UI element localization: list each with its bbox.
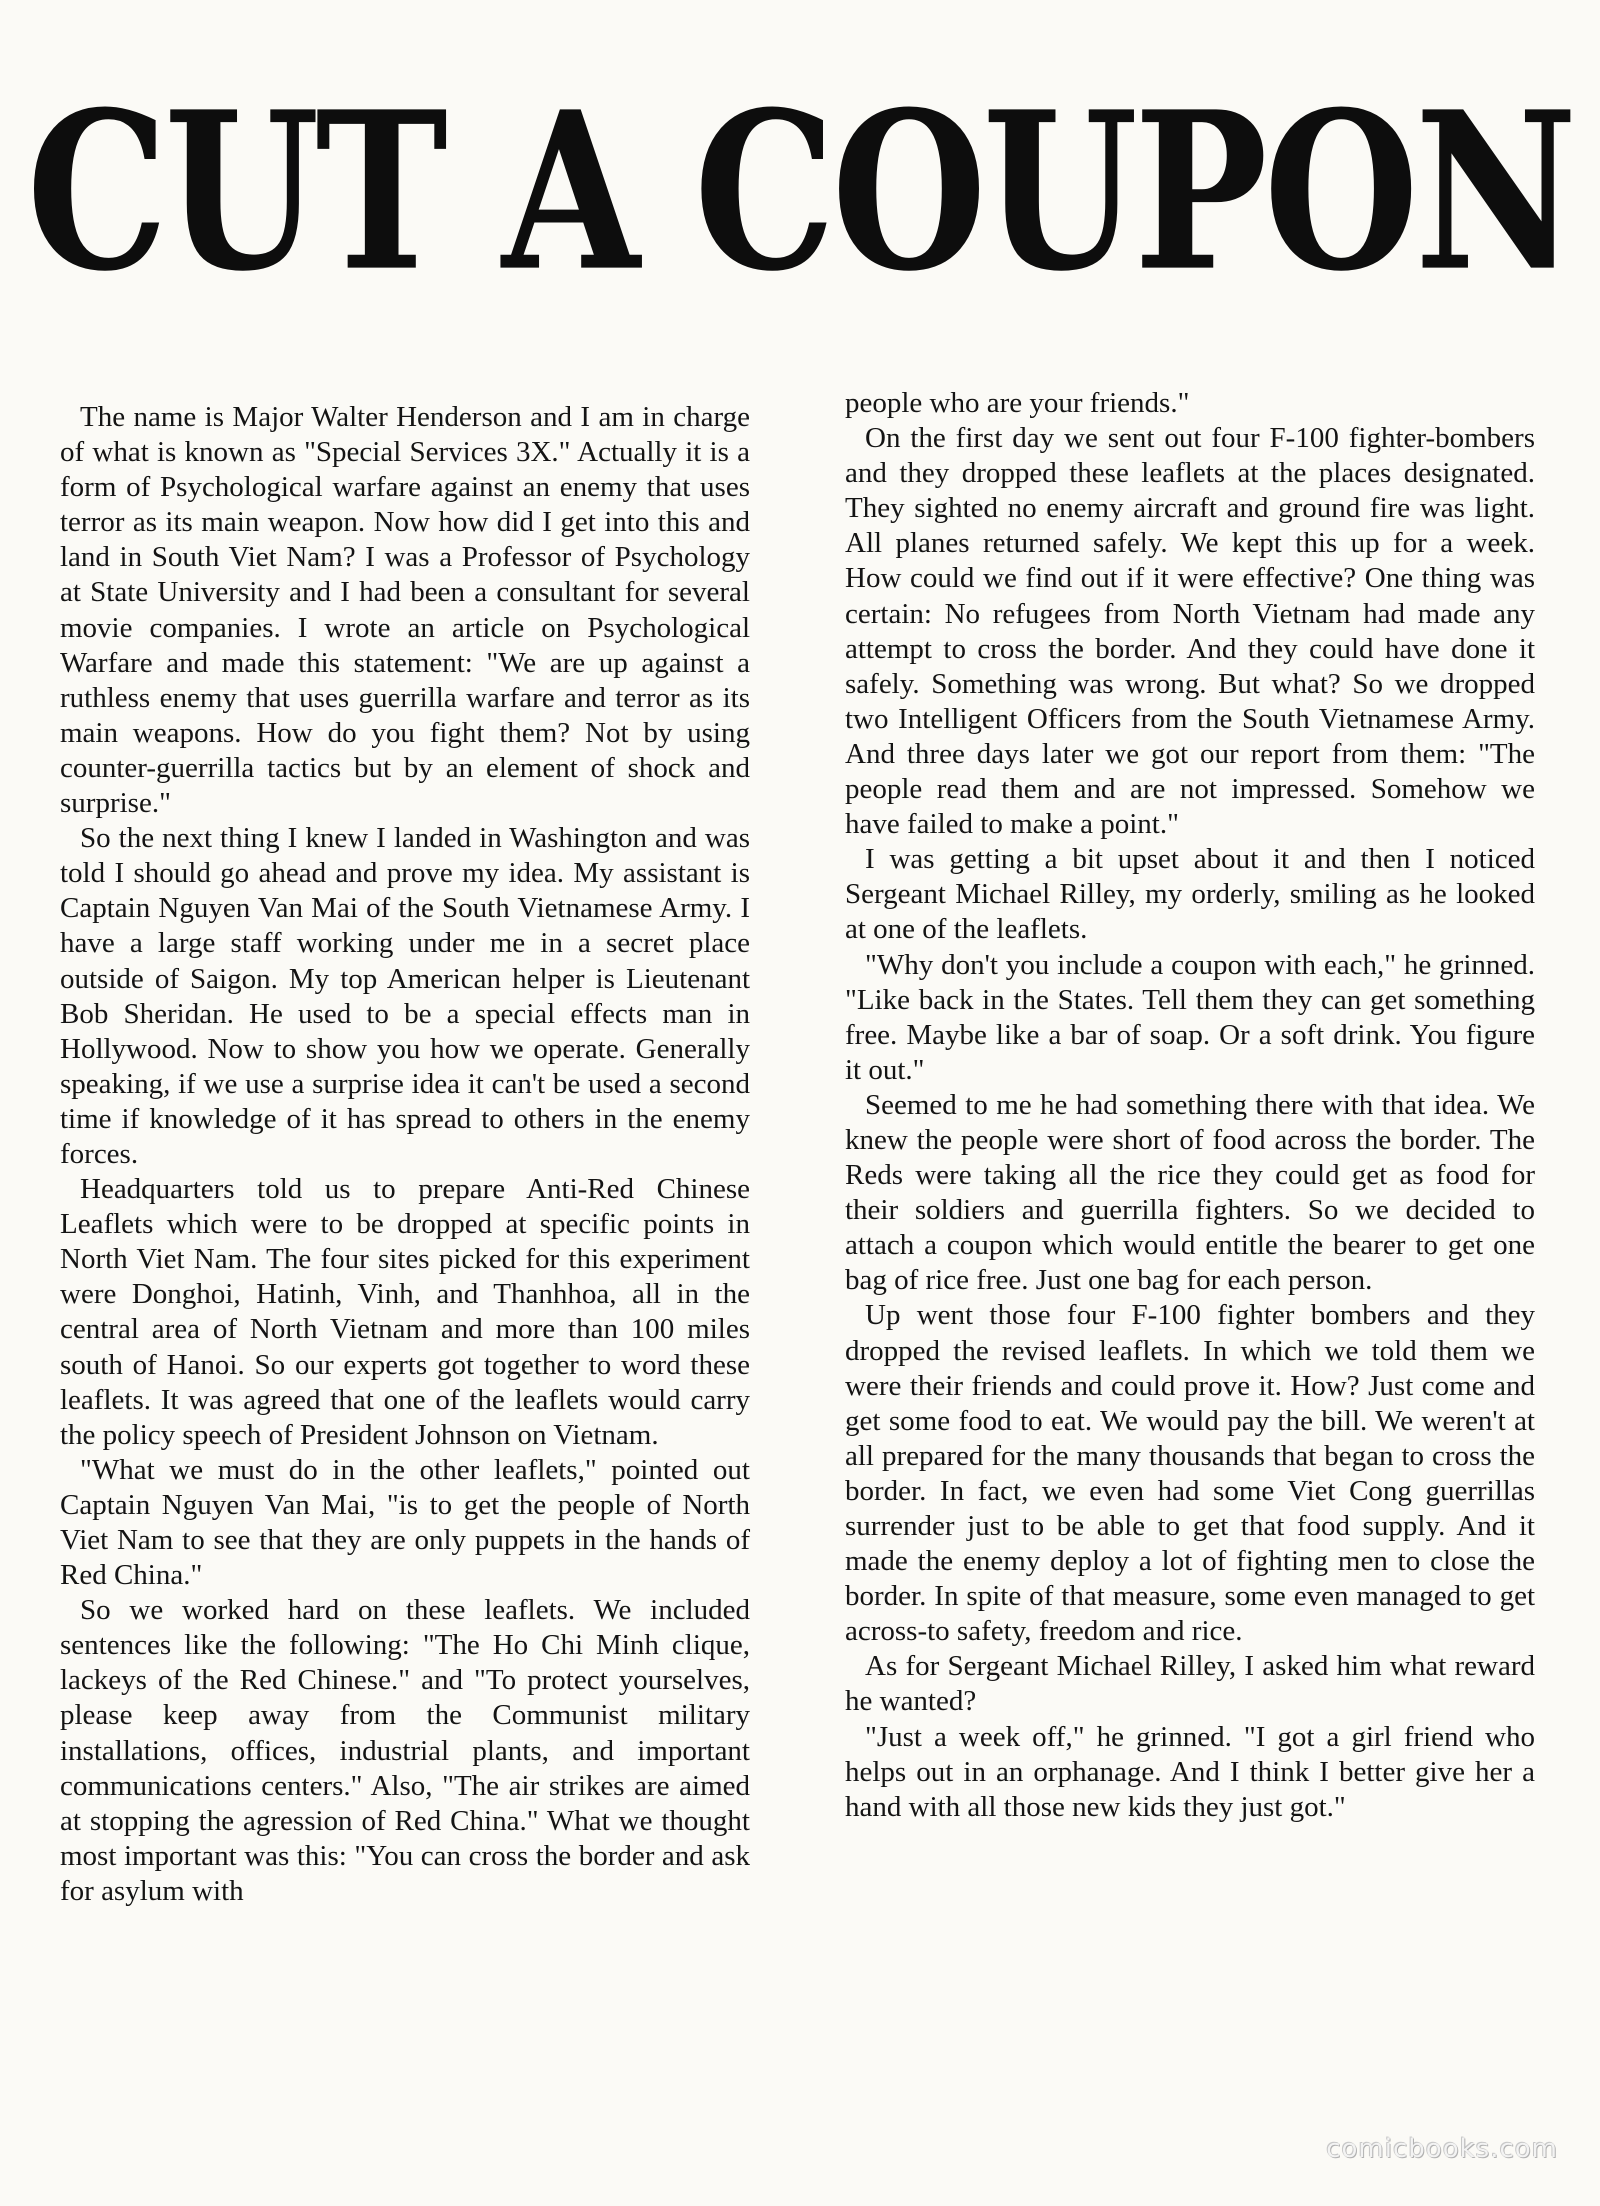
paragraph: Up went those four F-100 fighter bombers and they dropped the revised leaflets. In which we told them we were their friends and could prove it. How? Just come and get some food to eat. We would pay the bill. We weren't at all prepared for the many thousands that began to cross the border. In fact, we even had some Viet Cong guerrillas surrender just to be able to get that food supply. And it made the enemy deploy a lot of fighting men to close the border. In spite of that measure, some even managed to get across-to safety, freedom and rice. xyxy=(845,1299,1535,1648)
page-title: CUT A COUPON xyxy=(26,63,1574,319)
paragraph: On the first day we sent out four F-100 fighter-bombers and they dropped these leaflets at the places designated. They sighted no enemy aircraft and ground fire was light. All planes returned safely. We kept this up for a week. How could we find out if it were effective? One thing was certain: No refugees from North Vietnam had made any attempt to cross the border. And they could have done it safely. Something was wrong. But what? So we dropped two Intelligent Officers from the South Vietnamese Army. And three days later we got our report from them: "The people read them and are not impressed. Somehow we have failed to make a point." xyxy=(845,422,1535,841)
article-column-left xyxy=(60,400,750,1909)
paragraph: Headquarters told us to prepare Anti-Red Chinese Leaflets which were to be dropped at specific points in North Viet Nam. The four sites picked for this experiment were Donghoi, Hatinh, Vinh, and Thanhhoa, all in the central area of North Vietnam and more than 100 miles south of Hanoi. So our experts got together to word these leaflets. It was agreed that one of the leaflets would carry the policy speech of President Johnson on Vietnam. xyxy=(60,1173,750,1451)
paragraph: So the next thing I knew I landed in Washington and was told I should go ahead and prove my idea. My assistant is Captain Nguyen Van Mai of the South Vietnamese Army. I have a large staff working under me in a secret place outside of Saigon. My top American helper is Lieutenant Bob Sheridan. He used to be a special effects man in Hollywood. Now to show you how we operate. Generally speaking, if we use a surprise idea it can't be used a second time if knowledge of it has spread to others in the enemy forces. xyxy=(60,822,750,1170)
paragraph: The name is Major Walter Henderson and I am in charge of what is known as "Special Services 3X." Actually it is a form of Psychological warfare against an enemy that uses terror as its main weapon. Now how did I get into this and land in South Viet Nam? I was a Professor of Psychology at State University and I had been a consultant for several movie companies. I wrote an article on Psychological Warfare and made this statement: "We are up against a ruthless enemy that uses guerrilla warfare and terror as its main weapons. How do you fight them? Not by using counter-guerrilla tactics but by an element of shock and surprise." xyxy=(60,401,750,820)
paragraph: Seemed to me he had something there with that idea. We knew the people were short of food across the border. The Reds were taking all the rice they could get as food for their soldiers and guerrilla fighters. So we decided to attach a coupon which would entitle the bearer to get one bag of rice free. Just one bag for each person. xyxy=(845,1088,1535,1297)
paragraph: So we worked hard on these leaflets. We included sentences like the following: "The Ho Chi Minh clique, lackeys of the Red Chinese." and "To protect yourselves, please keep away from the Communist military installations, offices, industrial plants, and important communications centers." Also, "The air strikes are aimed at stopping the agression of Red China." What we thought most important was this: "You can cross the border and ask for asylum with xyxy=(60,1594,750,1907)
watermark: comicbooks.com xyxy=(1326,2134,1558,2164)
paragraph: I was getting a bit upset about it and then I noticed Sergeant Michael Rilley, my orderly, smiling as he looked at one of the leaflets. xyxy=(845,843,1535,946)
paragraph-continued: people who are your friends." xyxy=(845,387,1190,419)
article-column-right xyxy=(845,386,1535,1825)
paragraph: "What we must do in the other leaflets," pointed out Captain Nguyen Van Mai, "is to get the people of North Viet Nam to see that they are only puppets in the hands of Red China." xyxy=(60,1453,750,1592)
paragraph: "Why don't you include a coupon with each," he grinned. "Like back in the States. Tell them they can get something free. Maybe like a bar of soap. Or a soft drink. You figure it out." xyxy=(845,948,1535,1086)
paragraph: As for Sergeant Michael Rilley, I asked him what reward he wanted? xyxy=(845,1650,1535,1718)
paragraph: "Just a week off," he grinned. "I got a girl friend who helps out in an orphanage. And I think I better give her a hand with all those new kids they just got." xyxy=(845,1720,1535,1823)
